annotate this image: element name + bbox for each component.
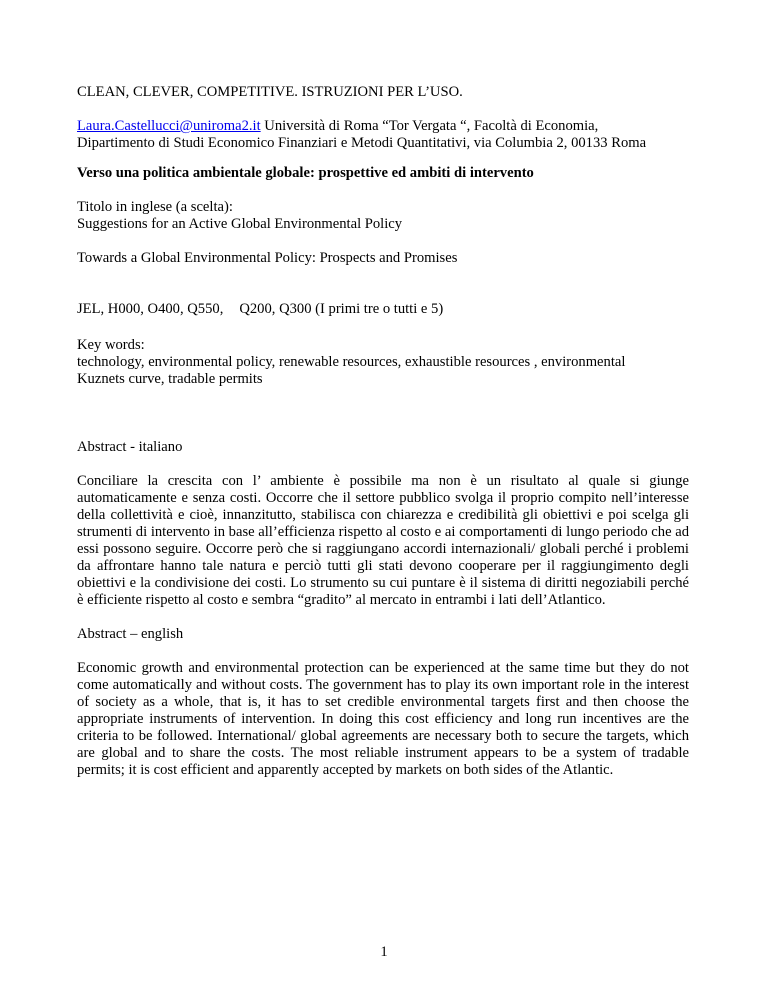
affiliation-line-1: Università di Roma “Tor Vergata “, Facoltà di Economia,	[260, 118, 599, 134]
abstract-english-label: Abstract – english	[77, 626, 184, 642]
jel-codes-part-1: JEL, H000, O400, Q550,	[77, 301, 224, 317]
english-title-option-1: Suggestions for an Active Global Environmental Policy	[77, 216, 403, 232]
abstract-italian-text: Conciliare la crescita con l’ ambiente è possibile ma non è un risultato al quale si giunge automaticamente e senza costi. Occorre che il settore pubblico svolga il proprio compito nell’interesse della collettività e cioè, innanzitutto, stabilisca con chiarezza e credibilità gli obiettivi e poi scelga gli strumenti di intervento in base all’efficienza rispetto al costo e ai comportamenti di lungo periodo che ad essi possono seguire. Occorre però che si raggiungano accordi internazionali/ globali perché i problemi da affrontare hanno tale natura e perciò tutti gli stati devono cooperare per il raggiungimento degli obiettivi e la condivisione dei costi. Lo strumento su cui puntare è il sistema di diritti negoziabili perché è efficiente rispetto al costo e sembra “gradito” al mercato in entrambi i lati dell’Atlantico.	[77, 473, 689, 608]
affiliation-line-2: Dipartimento di Studi Economico Finanziari e Metodi Quantitativi, via Columbia 2, 00133 Roma	[77, 135, 647, 151]
keywords-block	[77, 337, 689, 388]
author-line	[77, 118, 689, 135]
keywords-line-1: technology, environmental policy, renewable resources, exhaustible resources , environmental	[77, 354, 626, 370]
abstract-english-text: Economic growth and environmental protection can be experienced at the same time but they do not come automatically and without costs. The government has to play its own important role in the interest of society as a whole, that is, it has to set credible environmental targets first and then choose the appropriate instruments of intervention. In doing this cost efficiency and long run incentives are the criteria to be followed. International/ global agreements are necessary both to secure the targets, which are global and to share the costs. The most reliable instrument appears to be a system of tradable permits; it is cost efficient and apparently accepted by markets on both sides of the Atlantic.	[77, 660, 689, 778]
jel-codes	[77, 301, 689, 318]
document-page	[77, 84, 689, 779]
keywords-label: Key words:	[77, 337, 145, 353]
abstract-italian-label: Abstract - italiano	[77, 439, 183, 455]
italian-title: Verso una politica ambientale globale: prospettive ed ambiti di intervento	[77, 165, 534, 181]
keywords-line-2: Kuznets curve, tradable permits	[77, 371, 263, 387]
author-block	[77, 118, 689, 152]
english-title-option-2: Towards a Global Environmental Policy: Prospects and Promises	[77, 250, 458, 266]
jel-codes-part-2: Q200, Q300 (I primi tre o tutti e 5)	[239, 301, 444, 317]
document-title: CLEAN, CLEVER, COMPETITIVE. ISTRUZIONI PER L’USO.	[77, 84, 463, 100]
english-title-label: Titolo in inglese (a scelta):	[77, 199, 233, 215]
english-title-block	[77, 199, 689, 233]
page-number: 1	[380, 944, 388, 960]
author-email-link[interactable]: Laura.Castellucci@uniroma2.it	[77, 118, 261, 134]
